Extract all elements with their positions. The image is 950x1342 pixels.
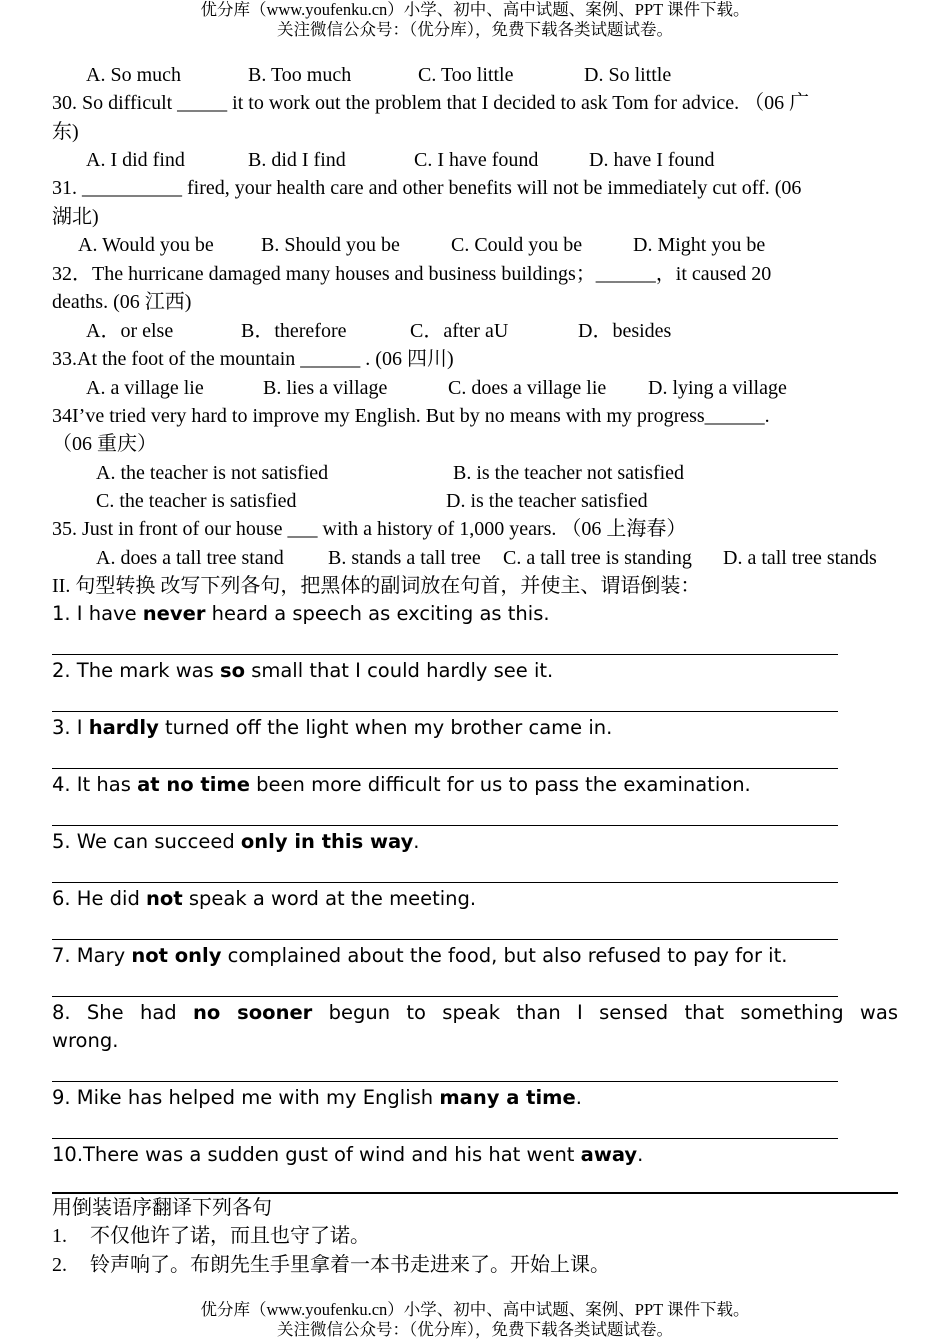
bold-adverb: no sooner [192,1001,313,1024]
rewrite-item-5: 5. We can succeed only in this way. [52,830,420,853]
q30-option-c: C. I have found [414,149,539,171]
q34-option-c: C. the teacher is satisfied [96,490,297,512]
rewrite-item-9: 9. Mike has helped me with my English many a time. [52,1086,582,1109]
q31-stem: 31. __________ fired, your health care and other benefits will not be immediately cut off. (06 [52,177,802,199]
answer-line [52,711,838,712]
answer-line [52,1081,838,1082]
rewrite-item-8-cont: wrong. [52,1029,119,1052]
section2-title: II. 句型转换 改写下列各句，把黑体的副词放在句首，并使主、谓语倒装： [52,575,701,597]
translate-item-2-number: 2. [52,1254,67,1276]
q30-option-d: D. have I found [589,149,715,171]
q33-option-d: D. lying a village [648,377,787,399]
bold-adverb: only in this way [240,830,414,853]
answer-line [52,654,838,655]
bold-adverb: many a time [439,1086,576,1109]
q33-option-c: C. does a village lie [448,377,607,399]
rewrite-item-1: 1. I have never heard a speech as exciting as this. [52,602,550,625]
q34-stem-cont: （06 重庆） [52,433,157,455]
rewrite-item-6: 6. He did not speak a word at the meeting. [52,887,477,910]
q29-option-a: A. So much [86,64,181,86]
q29-option-d: D. So little [584,64,672,86]
q34-option-b: B. is the teacher not satisfied [453,462,685,484]
q30-stem: 30. So difficult _____ it to work out the problem that I decided to ask Tom for advice. （06 广 [52,92,810,114]
bold-adverb: not only [131,944,222,967]
rewrite-item-8: 8. She had no sooner begun to speak than I sensed that something was [52,1001,898,1024]
bold-adverb: hardly [88,716,159,739]
q31-option-c: C. Could you be [451,234,583,256]
page-header-line2: 关注微信公众号：（优分库），免费下载各类试题试卷。 [277,20,673,39]
translate-item-1-text: 不仅他许了诺，而且也守了诺。 [90,1225,370,1247]
rewrite-item-7: 7. Mary not only complained about the food, but also refused to pay for it. [52,944,788,967]
q31-stem-cont: 湖北) [52,206,99,228]
bold-adverb: away [580,1143,638,1166]
q33-option-b: B. lies a village [263,377,388,399]
q32-option-b: B．therefore [241,320,347,342]
q29-option-b: B. Too much [248,64,352,86]
q32-stem-cont: deaths. (06 江西) [52,291,192,313]
answer-line [52,1192,898,1194]
q35-option-d: D. a tall tree stands [723,547,877,569]
q32-stem: 32．The hurricane damaged many houses and business buildings；______，it caused 20 [52,263,772,285]
answer-line [52,768,838,769]
q29-option-c: C. Too little [418,64,514,86]
q34-stem: 34I’ve tried very hard to improve my English. But by no means with my progress______. [52,405,770,427]
q35-option-a: A. does a tall tree stand [96,547,284,569]
section3-title: 用倒装语序翻译下列各句 [52,1197,272,1219]
answer-line [52,939,838,940]
q35-option-b: B. stands a tall tree [328,547,481,569]
q34-option-d: D. is the teacher satisfied [446,490,648,512]
q35-option-c: C. a tall tree is standing [503,547,692,569]
q30-stem-cont: 东) [52,121,79,143]
rewrite-item-2: 2. The mark was so small that I could hardly see it. [52,659,554,682]
answer-line [52,1138,838,1139]
translate-item-2-text: 铃声响了。布朗先生手里拿着一本书走进来了。开始上课。 [90,1254,610,1276]
q31-option-b: B. Should you be [261,234,400,256]
page-header-line1: 优分库（www.youfenku.cn）小学、初中、高中试题、案例、PPT 课件下载。 [200,0,750,19]
q32-option-a: A．or else [86,320,174,342]
bold-adverb: so [219,659,245,682]
rewrite-item-3: 3. I hardly turned off the light when my brother came in. [52,716,613,739]
q32-option-d: D．besides [578,320,672,342]
bold-adverb: at no time [137,773,250,796]
page-footer-line2: 关注微信公众号：（优分库），免费下载各类试题试卷。 [277,1320,673,1339]
answer-line [52,882,838,883]
q30-option-a: A. I did find [86,149,185,171]
q32-option-c: C．after aU [410,320,509,342]
q35-stem: 35. Just in front of our house ___ with a history of 1,000 years. （06 上海春） [52,518,687,540]
rewrite-item-4: 4. It has at no time been more difficult for us to pass the examination. [52,773,751,796]
answer-line [52,825,838,826]
page-footer-line1: 优分库（www.youfenku.cn）小学、初中、高中试题、案例、PPT 课件下载。 [200,1300,750,1319]
q33-option-a: A. a village lie [86,377,204,399]
translate-item-1-number: 1. [52,1225,67,1247]
q33-stem: 33.At the foot of the mountain ______ . (06 四川) [52,348,454,370]
q30-option-b: B. did I find [248,149,346,171]
rewrite-item-10: 10.There was a sudden gust of wind and his hat went away. [52,1143,644,1166]
q31-option-d: D. Might you be [633,234,766,256]
bold-adverb: never [142,602,206,625]
bold-adverb: not [146,887,183,910]
answer-line [52,996,838,997]
q31-option-a: A. Would you be [78,234,214,256]
q34-option-a: A. the teacher is not satisfied [96,462,329,484]
